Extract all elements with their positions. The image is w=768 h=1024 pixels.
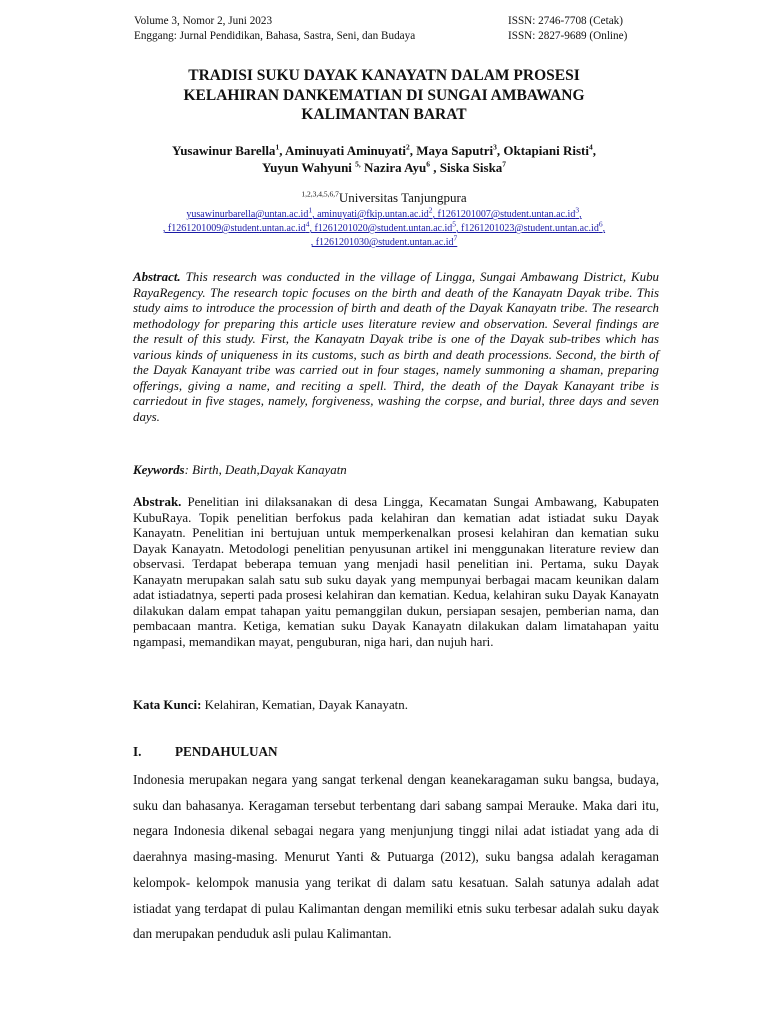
paper-title: TRADISI SUKU DAYAK KANAYATN DALAM PROSESI KELAHIRAN DANKEMATIAN DI SUNGAI AMBAWANG KALIMANTAN BARAT (183, 67, 585, 123)
abstract-text: This research was conducted in the village of Lingga, Sungai Ambawang District, Kubu RayaRegency. The research topic focuses on the birth and death of the Kanayatn Dayak tribe. This study aims to introduce the procession of birth and death of the Dayak Kanayatn tribe. The research methodology for preparing this article uses literature review and observation. Several findings are the result of this study. First, the Kanayatn Dayak tribe is one of the Dayak sub-tribes which has various kinds of uniqueness in its customs, such as birth and death processions. Second, the birth of the Dayak Kanayant tribe was carried out in four stages, namely summoning a shaman, preparing offerings, giving a name, and reciting a spell. Third, the death of the Dayak Kanayant tribe is carriedout in five stages, namely, forgiveness, washing the corpse, and burial, three days and seven days. (133, 270, 659, 424)
volume-info: Volume 3, Nomor 2, Juni 2023 (134, 15, 273, 27)
abstrak-label: Abstrak. (133, 495, 182, 509)
author-line-1: Yusawinur Barella$^1$, Aminuyati Aminuyati$^2$, Maya Saputri$^3$, Oktapiani Risti$^4$, (172, 142, 596, 158)
author-list (110, 142, 658, 176)
abstract-indonesian (133, 495, 659, 650)
abstract-label: Abstract. (133, 270, 181, 284)
abstract-english (133, 270, 659, 425)
introduction-paragraph: Indonesia merupakan negara yang sangat terkenal dengan keanekaragaman suku bangsa, budaya, suku dan bahasanya. Keragaman tersebut terbentang dari sabang sampai Merauke. Maka dari itu, negara Indonesia dikenal sebagai negara yang menjunjung tinggi nilai adat istiadat yang ada di daerahnya masing-masing. Menurut Yanti & Putuarga (2012), suku bangsa adalah keragaman kelompok- kelompok manusia yang terikat di dalam satu kesatuan. Salah satunya adalah adat istiadat yang terdapat di pulau Kalimantan dengan memiliki etnis suku terbesar adalah suku dayak dan merupakan penduduk asli pulau Kalimantan. (133, 772, 659, 942)
journal-name: Enggang: Jurnal Pendidikan, Bahasa, Sastra, Seni, dan Budaya (134, 30, 416, 42)
keywords: Keywords: Birth, Death,Dayak Kanayatn (133, 463, 347, 477)
affiliation: $^{1,2,3,4,5,6,7}$Universitas Tanjungpura (301, 189, 467, 205)
kata-kunci: Kata Kunci: Kelahiran, Kematian, Dayak Kanayatn. (133, 698, 408, 712)
abstrak-text: Penelitian ini dilaksanakan di desa Lingga, Kecamatan Sungai Ambawang, Kabupaten KubuRaya. Topik penelitian berfokus pada kelahiran dan kematian adat istiadat suku Dayak Kanayatn. Penelitian ini bertujuan untuk memperkenalkan prosesi kelahiran dan kematian suku Dayak Kanayatn. Metodologi penelitian penyusunan artikel ini menggunakan literature review dan observasi. Terdapat beberapa temuan yang menjadi hasil penelitian ini. Pertama, suku Dayak Kanayatn merupakan salah satu sub suku dayak yang mempunyai berbagai macam keunikan dalam adat istiadatnya, seperti pada prosesi kelahiran dan kematian. Kedua, kelahiran suku Dayak Kanayatn dilakukan dalam empat tahapan yaitu pemanggilan dukun, persiapan sesajen, pemberian nama, dan pembacaan mantra. Ketiga, kematian suku Dayak Kanayatn dilakukan dalam limatahapan yaitu ngampasi, memandikan mayat, penguburan, niga hari, dan nujuh hari. (133, 495, 659, 649)
running-header-right (508, 14, 627, 44)
running-header-left (134, 14, 415, 44)
section-heading: I. PENDAHULUAN (133, 744, 278, 759)
author-line-2: Yuyun Wahyuni $^{5,}$ Nazira Ayu$^6$ , Siska Siska$^7$ (261, 159, 507, 175)
author-emails[interactable]: $yusawinurbarella@untan.ac.id^1$, $aminuyati@fkip.untan.ac.id^2$, $f1261201007@student.untan.ac.id^3$, , $f1261201009@student.untan.ac.id^4$, $f1261201020@student.untan.ac.id^5$, $f1261201023@student.untan.ac.id^6$, , $f1261201030@student.untan.ac.id^7$ (162, 205, 606, 248)
issn-online: ISSN: 2827-9689 (Online) (508, 30, 628, 42)
issn-print: ISSN: 2746-7708 (Cetak) (508, 15, 623, 27)
